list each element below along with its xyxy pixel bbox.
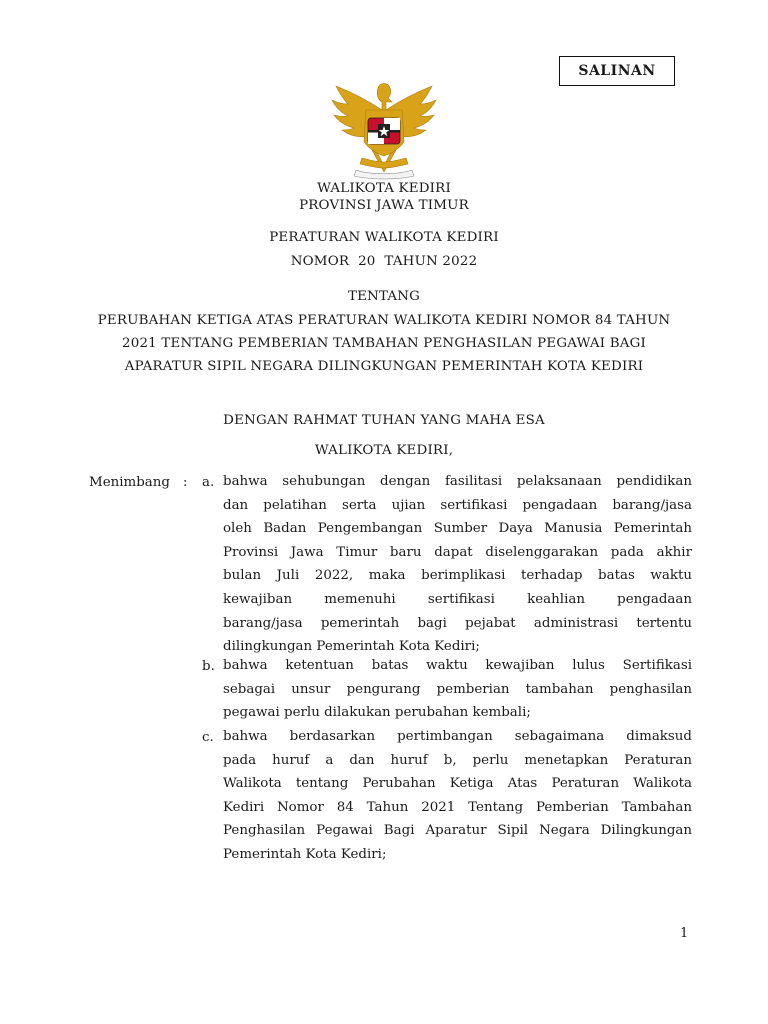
item-c-line: bahwa berdasarkan pertimbangan sebagaimana dimaksud	[223, 729, 692, 744]
item-marker-b: b.	[202, 659, 215, 674]
item-c-line: Walikota tentang Perubahan Ketiga Atas Peraturan Walikota	[223, 776, 692, 792]
about-heading: TENTANG	[347, 289, 421, 304]
blessing-line: DENGAN RAHMAT TUHAN YANG MAHA ESA	[223, 413, 545, 428]
subject-line-1: PERUBAHAN KETIGA ATAS PERATURAN WALIKOTA KEDIRI NOMOR 84 TAHUN	[97, 313, 671, 328]
item-marker-a: a.	[202, 475, 215, 490]
item-a-line: dilingkungan Pemerintah Kota Kediri;	[223, 639, 480, 655]
considering-item-b	[223, 654, 692, 725]
province-title: PROVINSI JAWA TIMUR	[299, 198, 469, 213]
considering-item-a	[223, 470, 692, 659]
item-a-line: Provinsi Jawa Timur baru dapat diselenggarakan pada akhir	[223, 544, 692, 560]
page-number: 1	[680, 926, 689, 941]
considering-label: Menimbang	[89, 475, 170, 490]
item-a-line: oleh Badan Pengembangan Sumber Daya Manusia Pemerintah	[223, 521, 692, 537]
item-c-line: Kediri Nomor 84 Tahun 2021 Tentang Pemberian Tambahan	[223, 799, 692, 815]
item-c-line: Pemerintah Kota Kediri;	[223, 846, 387, 862]
item-b-line: pegawai perlu dilakukan perubahan kembali;	[223, 705, 531, 721]
salinan-stamp: SALINAN	[559, 56, 675, 86]
item-marker-c: c.	[202, 730, 214, 745]
item-c-line: Penghasilan Pegawai Bagi Aparatur Sipil Negara Dilingkungan	[223, 823, 692, 839]
item-b-line: sebagai unsur pengurang pemberian tambahan penghasilan	[223, 681, 692, 697]
garuda-pancasila-emblem-icon	[326, 80, 442, 180]
mayor-title: WALIKOTA KEDIRI	[317, 181, 451, 196]
item-a-line: dan pelatihan serta ujian sertifikasi pengadaan barang/jasa	[223, 497, 692, 513]
subject-line-2: 2021 TENTANG PEMBERIAN TAMBAHAN PENGHASILAN PEGAWAI BAGI	[122, 336, 646, 351]
item-a-line: bulan Juli 2022, maka berimplikasi terhadap batas waktu	[223, 568, 692, 584]
item-a-line: kewajiban memenuhi sertifikasi keahlian pengadaan	[223, 591, 692, 607]
considering-item-c	[223, 725, 692, 867]
item-b-line: bahwa ketentuan batas waktu kewajiban lulus Sertifikasi	[223, 658, 692, 673]
subject-line-3: APARATUR SIPIL NEGARA DILINGKUNGAN PEMERINTAH KOTA KEDIRI	[124, 359, 644, 374]
regulation-number: NOMOR 20 TAHUN 2022	[290, 254, 478, 269]
regulation-title: PERATURAN WALIKOTA KEDIRI	[269, 230, 499, 245]
item-a-line: bahwa sehubungan dengan fasilitasi pelaksanaan pendidikan	[223, 474, 692, 489]
authority-line: WALIKOTA KEDIRI,	[314, 443, 454, 458]
item-c-line: pada huruf a dan huruf b, perlu menetapkan Peraturan	[223, 752, 692, 768]
item-a-line: barang/jasa pemerintah bagi pejabat administrasi tertentu	[223, 615, 692, 631]
considering-colon: :	[183, 475, 188, 490]
